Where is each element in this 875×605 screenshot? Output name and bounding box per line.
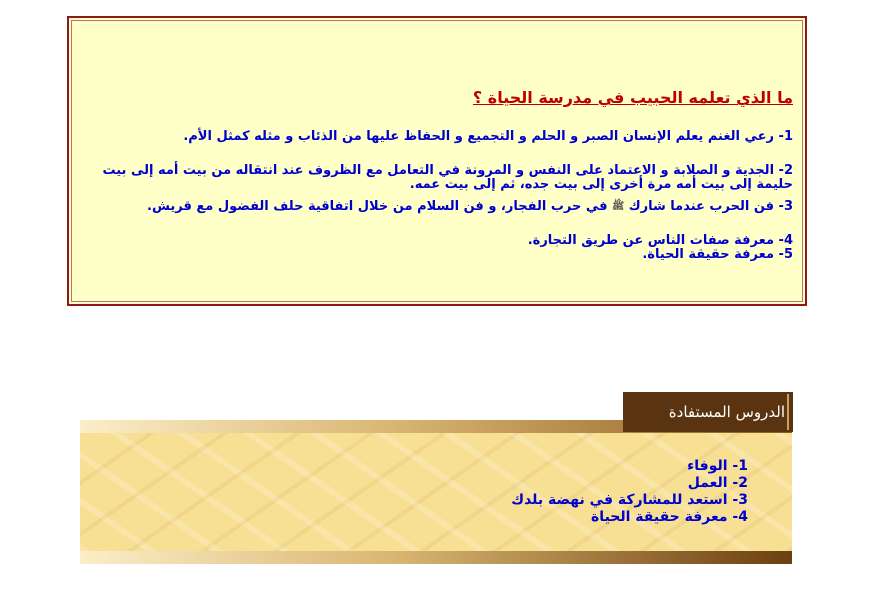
header-rule: [787, 394, 789, 430]
question-box: [67, 16, 807, 306]
list-item: 2- الجدية و الصلابة و الاعتماد على النفس و المرونة في التعامل مع الظروف عند انتقاله من بيت أمه إلى بيت حليمة إلى بيت أمه مرة أخرى إلى بيت جده، ثم إلى بيت عمه.: [102, 163, 793, 192]
salutation-icon: ﷺ: [612, 201, 625, 212]
lessons-list: [511, 458, 748, 526]
item-text: في حرب الفجار، و فن السلام من خلال اتفاقية حلف الفضول مع قريش.: [147, 199, 608, 214]
list-item: 2- العمل: [687, 475, 748, 491]
list-item: 1- رعي الغنم يعلم الإنسان الصبر و الحلم و التجميع و الحفاظ عليها من الذئاب و مثله كمثل الأم.: [183, 129, 793, 144]
question-list: [79, 130, 793, 262]
lessons-title: الدروس المستفادة: [668, 403, 785, 421]
list-item: 4- معرفة حقيقة الحياة: [591, 509, 748, 525]
list-item: 4- معرفة صفات الناس عن طريق التجارة.: [527, 233, 793, 248]
list-item: 5- معرفة حقيقة الحياة.: [642, 247, 793, 262]
list-item: [79, 200, 793, 214]
question-title: ما الذي تعلمه الحبيب في مدرسة الحياة ؟: [472, 88, 793, 107]
lessons-bottom-bar: [80, 551, 792, 564]
lessons-panel: [80, 433, 792, 551]
item-prefix: 3- فن الحرب عندما شارك: [628, 199, 793, 214]
list-item: 3- استعد للمشاركة في نهضة بلدك: [511, 492, 748, 508]
lessons-header: [623, 392, 793, 432]
list-item: 1- الوفاء: [687, 458, 748, 474]
